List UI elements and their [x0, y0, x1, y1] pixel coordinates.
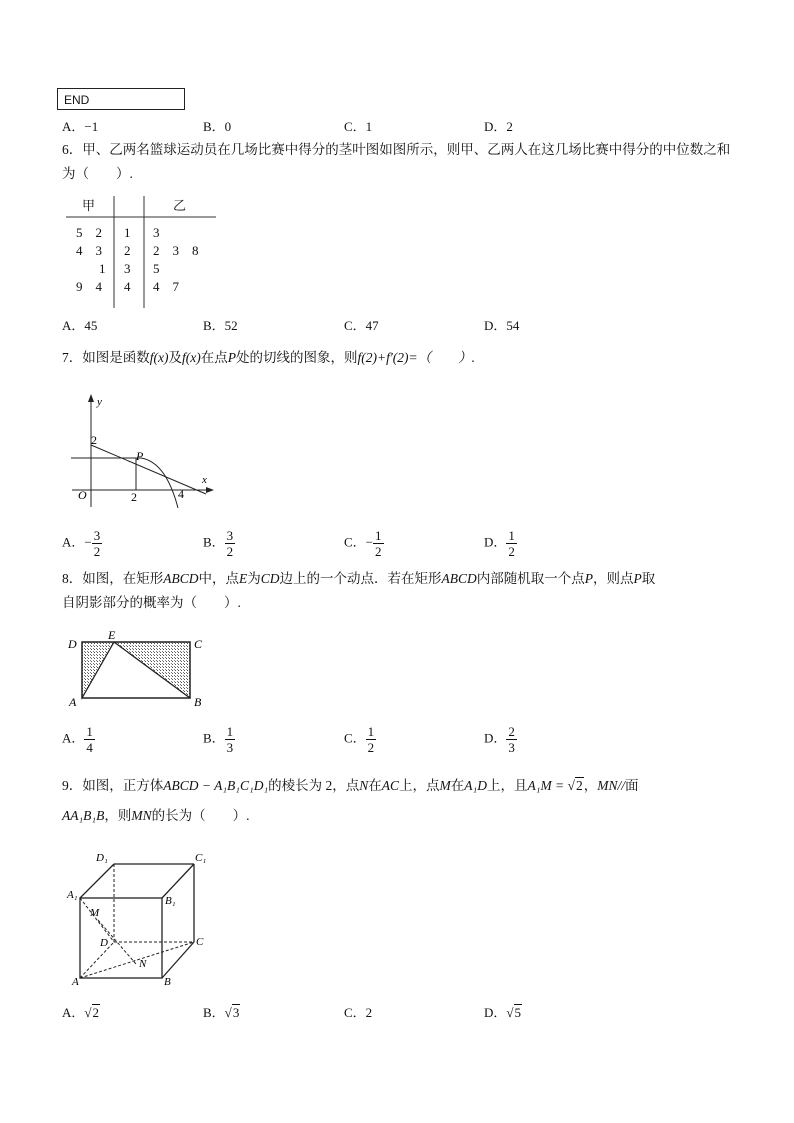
q9-label-m: M	[90, 907, 100, 919]
q6-question-text: 6．甲、乙两名篮球运动员在几场比赛中得分的茎叶图如图所示，则甲、乙两人在这几场比赛中得分的中位数之和为（ ）.	[62, 142, 731, 181]
q7-point-p-label: P	[136, 449, 144, 463]
q9-m: M	[439, 778, 451, 793]
radicand: 2	[92, 1005, 100, 1020]
q9-label-a1: A₁	[67, 889, 78, 901]
fraction-numerator: 1	[508, 528, 515, 543]
q7-option-a-sign: −	[84, 534, 92, 550]
q7-x-tick-4: 4	[178, 487, 184, 501]
q9-option-a[interactable]	[62, 1004, 100, 1022]
q5-option-d[interactable]: D．2	[484, 119, 513, 134]
q8-abcd-2: ABCD	[441, 571, 477, 586]
stem-leaf-row-1-stem: 1	[124, 225, 131, 240]
q9-label-d1: D₁	[96, 852, 108, 864]
q7-option-a-fraction	[92, 528, 103, 559]
q8-e: E	[239, 571, 248, 586]
q9-option-b[interactable]	[203, 1004, 240, 1022]
q8-t3: 为	[247, 571, 261, 586]
stem-leaf-header-right: 乙	[173, 198, 187, 213]
q6-option-a[interactable]: A．45	[62, 318, 98, 333]
q7-fx-1: f(x)	[149, 350, 169, 365]
q7-fx-2: f(x)	[181, 350, 201, 365]
stem-leaf-row-1-left: 5 2	[76, 225, 103, 240]
q7-function-graph	[66, 392, 216, 510]
q9-a1d: A₁D	[464, 778, 487, 793]
stem-leaf-row-3-left: 1	[99, 261, 106, 276]
q9-option-a-sqrt: √2	[84, 1005, 100, 1020]
q7-option-d[interactable]	[484, 528, 517, 559]
q7-graph-svg	[66, 392, 216, 510]
q8-t7: 取	[641, 571, 656, 586]
q9-option-c[interactable]	[344, 1004, 372, 1022]
fraction-denominator: 2	[508, 544, 515, 559]
end-label-box: END	[57, 88, 185, 110]
q9-label-b1: B₁	[165, 895, 176, 907]
q9-ac: AC	[381, 778, 400, 793]
q8-option-b-fraction	[225, 724, 236, 755]
q7-origin-label: O	[78, 488, 87, 502]
fraction-numerator: 1	[367, 724, 375, 739]
q8-option-c-label: C．	[344, 730, 366, 746]
fraction-denominator: 2	[367, 740, 375, 755]
q8-option-d-label: D．	[484, 730, 507, 746]
q8-option-d-fraction	[506, 724, 517, 755]
q8-t2: 中，点	[198, 571, 239, 586]
stem-leaf-row-2-stem: 2	[124, 243, 131, 258]
q7-option-b-fraction	[225, 528, 236, 559]
fraction-numerator: 3	[93, 528, 101, 543]
q9-t9: ，则	[104, 808, 132, 823]
q7-option-b-label: B．	[203, 534, 225, 550]
q7-point-p: P	[227, 350, 236, 365]
stem-leaf-row-4-stem: 4	[124, 279, 131, 294]
q8-t8: 自阴影部分的概率为（ ）.	[62, 595, 241, 610]
q8-rectangle-figure	[64, 628, 214, 710]
q9-mn-1: MN	[597, 778, 618, 793]
q9-t2: 的棱长为 2，点	[268, 778, 360, 793]
fraction-denominator: 3	[226, 740, 234, 755]
q6-stem-leaf-plot	[66, 196, 218, 308]
fraction-denominator: 2	[226, 544, 234, 559]
q9-label-a: A	[72, 976, 79, 988]
q9-option-d-sqrt: √5	[506, 1005, 522, 1020]
q7-text-mid1: 及	[168, 350, 182, 365]
q8-option-b[interactable]	[203, 724, 235, 755]
q8-p-2: P	[633, 571, 642, 586]
fraction-numerator: 3	[226, 528, 234, 543]
q9-t5: 在	[450, 778, 465, 793]
q7-option-d-label: D．	[484, 534, 507, 550]
q8-cd: CD	[260, 571, 280, 586]
q8-option-a-label: A．	[62, 730, 85, 746]
q7-option-a[interactable]	[62, 528, 102, 559]
q8-option-d[interactable]	[484, 724, 517, 755]
q7-option-d-fraction	[506, 528, 517, 559]
q9-a1m: A₁M =	[527, 778, 568, 793]
q5-option-a[interactable]: A．−1	[62, 119, 99, 134]
q8-option-c[interactable]	[344, 724, 376, 755]
q8-t6: ，则点	[593, 571, 634, 586]
stem-leaf-row-2-left: 4 3	[76, 243, 103, 258]
stem-leaf-row-1-right: 3	[153, 225, 160, 240]
q7-text-mid3: 处的切线的图象，则	[235, 350, 358, 365]
q7-option-c-label: C．	[344, 534, 366, 550]
q8-t5: 内部随机取一个点	[476, 571, 585, 586]
q9-t3: 在	[368, 778, 382, 793]
q9-option-d-label: D．	[484, 1005, 507, 1020]
fraction-denominator: 3	[508, 740, 515, 755]
q7-expression: f(2)+f′(2)=（ ）.	[357, 350, 476, 365]
q9-option-c-label: C．	[344, 1005, 366, 1020]
q9-t4: 上，点	[399, 778, 440, 793]
q7-y-intercept-label: 2	[91, 433, 97, 447]
q9-question-text	[62, 771, 734, 831]
q8-label-b: B	[194, 695, 202, 709]
q9-cube-figure	[64, 850, 214, 988]
fraction-numerator: 2	[508, 724, 515, 739]
q7-option-c-fraction	[373, 528, 384, 559]
q9-t8: 面	[624, 778, 639, 793]
q7-question-text	[62, 346, 734, 370]
q9-sqrt-2: √2	[567, 778, 583, 793]
q8-label-d: D	[68, 637, 77, 651]
q9-label-b: B	[164, 976, 171, 988]
q8-rectangle-svg	[64, 628, 214, 710]
q7-option-c[interactable]	[344, 528, 384, 559]
stem-leaf-row-3-right: 5	[153, 261, 160, 276]
q7-text-mid2: 在点	[200, 350, 228, 365]
stem-leaf-header-left: 甲	[82, 198, 96, 213]
q9-cube-svg	[64, 850, 214, 988]
q8-question-text	[62, 567, 734, 615]
q9-parallel: //	[617, 778, 625, 793]
q5-option-b[interactable]: B．0	[203, 119, 232, 134]
q8-label-c: C	[194, 637, 203, 651]
q7-axis-x-label: x	[202, 474, 207, 486]
fraction-denominator: 2	[93, 544, 101, 559]
q9-cube-name: ABCD − A₁B₁C₁D₁	[163, 778, 269, 793]
radicand: 2	[575, 778, 583, 793]
q9-plane: AA₁B₁B	[62, 808, 105, 823]
q9-t1: 9．如图，正方体	[62, 778, 164, 793]
q9-t10: 的长为（ ）.	[151, 808, 250, 823]
q8-label-a: A	[69, 695, 77, 709]
q8-option-a-fraction	[84, 724, 95, 755]
stem-leaf-row-3-stem: 3	[124, 261, 131, 276]
stem-leaf-row-2-right: 2 3 8	[153, 243, 199, 258]
fraction-numerator: 1	[375, 528, 382, 543]
q9-option-a-label: A．	[62, 1005, 85, 1020]
stem-leaf-row-4-right: 4 7	[153, 279, 180, 294]
q9-label-c: C	[196, 936, 204, 948]
q9-t6: 上，且	[487, 778, 528, 793]
fraction-numerator: 1	[226, 724, 234, 739]
q9-label-d: D	[100, 937, 108, 949]
q9-t7: ，	[583, 778, 598, 793]
q7-x-tick-2: 2	[131, 490, 137, 504]
q8-p-1: P	[584, 571, 594, 586]
q8-t1: 8．如图，在矩形	[62, 571, 164, 586]
fraction-denominator: 2	[375, 544, 382, 559]
q7-option-b[interactable]	[203, 528, 235, 559]
q5-option-c[interactable]: C．1	[344, 119, 373, 134]
fraction-denominator: 4	[86, 740, 93, 755]
q9-label-n: N	[139, 958, 147, 970]
radicand: 3	[232, 1005, 240, 1020]
q8-t4: 边上的一个动点．若在矩形	[279, 571, 442, 586]
q8-option-a[interactable]	[62, 724, 95, 755]
q9-mn-2: MN	[131, 808, 152, 823]
q6-option-c[interactable]: C．47	[344, 318, 379, 333]
q9-label-c1: C₁	[195, 852, 207, 864]
q9-option-d[interactable]	[484, 1004, 522, 1022]
q9-option-b-sqrt: √3	[224, 1005, 240, 1020]
q7-axis-y-label: y	[97, 396, 102, 408]
q8-abcd-1: ABCD	[163, 571, 199, 586]
q9-n: N	[359, 778, 369, 793]
q8-option-b-label: B．	[203, 730, 225, 746]
q8-label-e: E	[108, 628, 116, 642]
q9-option-c-value: 2	[365, 1005, 373, 1020]
q6-option-b[interactable]: B．52	[203, 318, 238, 333]
stem-leaf-row-4-left: 9 4	[76, 279, 103, 294]
fraction-numerator: 1	[86, 724, 93, 739]
radicand: 5	[514, 1005, 522, 1020]
q7-option-c-sign: −	[365, 534, 374, 550]
q7-option-a-label: A．	[62, 534, 85, 550]
q8-option-c-fraction	[366, 724, 377, 755]
q7-text-prefix: 7．如图是函数	[62, 350, 150, 365]
q9-option-b-label: B．	[203, 1005, 225, 1020]
q6-option-d[interactable]: D．54	[484, 318, 520, 333]
